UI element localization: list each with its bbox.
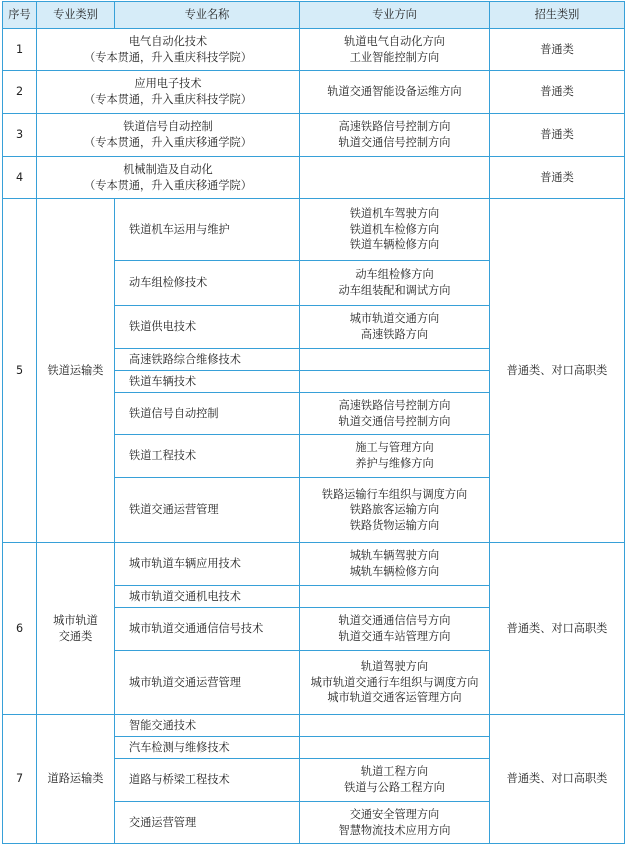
major-note: （专本贯通，升入重庆科技学院） [84,50,252,64]
direction-item: 交通安全管理方向 [349,807,440,821]
header-type: 招生类别 [490,2,625,29]
header-category: 专业类别 [37,2,115,29]
major-cell [37,114,300,157]
major-cell [37,71,300,114]
direction-item: 养护与维修方向 [355,457,434,470]
enrollment-majors-table [2,1,625,844]
direction-item: 铁道车辆检修方向 [349,238,440,252]
table-row [3,199,625,261]
direction-item: 铁路运输行车组织与调度方向 [321,487,468,501]
table-row [3,114,625,157]
direction-item: 铁道机车检修方向 [349,222,440,236]
major-name: 高速铁路综合维修技术 [115,349,300,371]
major-name: 电气自动化技术 [128,34,208,48]
direction-cell [300,71,490,114]
table-row [3,157,625,199]
direction-item: 轨道交通信号控制方向 [338,136,451,149]
direction-item: 铁路旅客运输方向 [349,503,440,517]
direction-cell [300,608,490,651]
direction-cell [300,349,490,371]
direction-item: 轨道交通车站管理方向 [338,630,451,643]
direction-cell [300,371,490,393]
direction-cell [300,586,490,608]
direction-item: 高速铁路信号控制方向 [338,120,451,134]
major-name: 城市轨道交通机电技术 [115,586,300,608]
direction-item: 城轨车辆驾驶方向 [349,549,440,563]
major-name: 城市轨道车辆应用技术 [115,543,300,586]
row-no: 1 [3,29,37,71]
direction-item: 智慧物流技术应用方向 [338,823,451,837]
direction-item: 铁路货物运输方向 [349,518,440,532]
enroll-type: 普通类、对口高职类 [490,543,625,715]
row-no: 6 [3,543,37,715]
enroll-type: 普通类 [490,114,625,157]
direction-cell [300,802,490,844]
category-line: 交通类 [58,629,93,643]
major-name: 智能交通技术 [115,715,300,737]
direction-item: 动车组装配和调试方向 [338,284,451,297]
direction-cell [300,306,490,349]
row-no: 7 [3,715,37,844]
direction-item: 铁道与公路工程方向 [344,781,445,794]
major-name: 铁道车辆技术 [115,371,300,393]
direction-item: 轨道电气自动化方向 [344,34,445,48]
row-no: 2 [3,71,37,114]
direction-item: 施工与管理方向 [355,441,434,455]
enroll-type: 普通类、对口高职类 [490,199,625,543]
major-cell [37,157,300,199]
major-name: 道路与桥梁工程技术 [115,759,300,802]
enroll-type: 普通类、对口高职类 [490,715,625,844]
major-cell [37,29,300,71]
major-name: 铁道信号自动控制 [115,393,300,435]
category-line: 城市轨道 [53,613,98,627]
table-row [3,71,625,114]
direction-cell [300,651,490,715]
header-direction: 专业方向 [300,2,490,29]
direction-cell [300,435,490,478]
table-row [3,29,625,71]
direction-item: 轨道交通通信信号方向 [338,614,451,628]
direction-item: 城轨车辆检修方向 [349,565,440,578]
header-no: 序号 [3,2,37,29]
direction-cell [300,157,490,199]
major-name: 铁道供电技术 [115,306,300,349]
table-header-row [3,2,625,29]
direction-cell [300,261,490,306]
major-name: 动车组检修技术 [115,261,300,306]
direction-cell [300,543,490,586]
table-row [3,543,625,586]
enroll-type: 普通类 [490,29,625,71]
direction-cell [300,29,490,71]
direction-item: 城市轨道交通客运管理方向 [327,691,462,705]
category-cell: 道路运输类 [37,715,115,844]
table-row [3,715,625,737]
direction-cell [300,114,490,157]
enroll-type: 普通类 [490,71,625,114]
category-cell: 铁道运输类 [37,199,115,543]
direction-item: 高速铁路方向 [360,328,429,341]
direction-item: 城市轨道交通行车组织与调度方向 [310,675,479,689]
row-no: 3 [3,114,37,157]
major-name: 应用电子技术 [134,77,202,91]
major-name: 汽车检测与维修技术 [115,737,300,759]
direction-cell [300,393,490,435]
major-note: （专本贯通，升入重庆科技学院） [84,93,252,106]
direction-item: 轨道工程方向 [360,765,429,779]
major-name: 交通运营管理 [115,802,300,844]
major-name: 铁道机车运用与维护 [115,199,300,261]
direction-item: 轨道驾驶方向 [360,660,429,674]
direction-item: 动车组检修方向 [355,268,434,282]
header-major: 专业名称 [115,2,300,29]
major-name: 机械制造及自动化 [123,162,213,176]
major-note: （专本贯通，升入重庆移通学院） [84,178,252,192]
major-note: （专本贯通，升入重庆移通学院） [84,136,252,149]
major-name: 铁道信号自动控制 [123,120,213,134]
direction-cell [300,759,490,802]
major-name: 铁道工程技术 [115,435,300,478]
direction-cell [300,478,490,543]
enroll-type: 普通类 [490,157,625,199]
direction-item: 轨道交通智能设备运维方向 [327,85,462,99]
direction-item: 铁道机车驾驶方向 [349,207,440,221]
category-cell [37,543,115,715]
major-name: 城市轨道交通运营管理 [115,651,300,715]
direction-cell [300,199,490,261]
major-name: 铁道交通运营管理 [115,478,300,543]
direction-item: 城市轨道交通方向 [349,312,440,326]
direction-item: 工业智能控制方向 [349,50,440,64]
row-no: 5 [3,199,37,543]
direction-item: 轨道交通信号控制方向 [338,414,451,428]
major-name: 城市轨道交通通信信号技术 [115,608,300,651]
direction-item: 高速铁路信号控制方向 [338,398,451,412]
direction-cell [300,715,490,737]
direction-cell [300,737,490,759]
row-no: 4 [3,157,37,199]
